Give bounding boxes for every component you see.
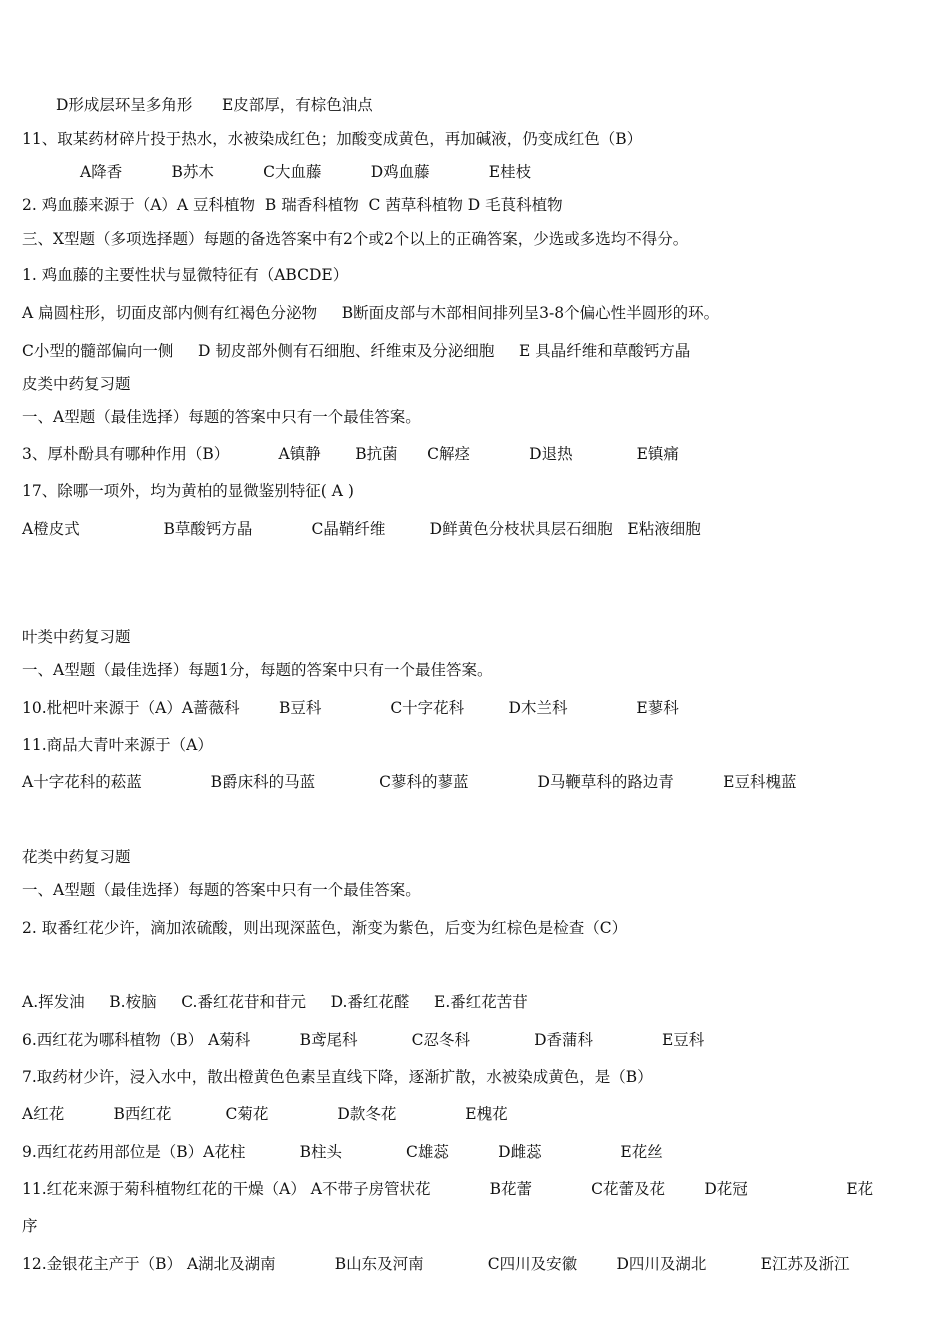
text-line: A 扁圆柱形，切面皮部内侧有红褐色分泌物 B断面皮部与木部相间排列呈3-8个偏心性半圆形的环。: [22, 304, 720, 322]
section-heading: 叶类中药复习题: [22, 628, 131, 646]
text-line: 11.红花来源于菊科植物红花的干燥（A） A不带子房管状花 B花蕾 C花蕾及花 D花冠 E花: [22, 1180, 874, 1198]
text-line: A降香 B苏木 C大血藤 D鸡血藤 E桂枝: [80, 163, 532, 181]
text-line: 一、A型题（最佳选择）每题的答案中只有一个最佳答案。: [22, 881, 421, 899]
text-line: 三、X型题（多项选择题）每题的备选答案中有2个或2个以上的正确答案，少选或多选均不得分。: [22, 230, 689, 248]
text-line: 序: [22, 1217, 38, 1235]
text-line: 7.取药材少许，浸入水中，散出橙黄色色素呈直线下降，逐渐扩散，水被染成黄色，是（B）: [22, 1068, 653, 1086]
text-line: 2. 取番红花少许，滴加浓硫酸，则出现深蓝色，渐变为紫色，后变为红棕色是检查（C）: [22, 919, 628, 937]
text-line: 12.金银花主产于（B） A湖北及湖南 B山东及河南 C四川及安徽 D四川及湖北 E江苏及浙江: [22, 1255, 850, 1273]
text-line: 一、A型题（最佳选择）每题的答案中只有一个最佳答案。: [22, 408, 421, 426]
text-line: 2. 鸡血藤来源于（A）A 豆科植物 B 瑞香科植物 C 茜草科植物 D 毛茛科植物: [22, 196, 563, 214]
text-line: 9.西红花药用部位是（B）A花柱 B柱头 C雄蕊 D雌蕊 E花丝: [22, 1143, 663, 1161]
text-line: A.挥发油 B.桉脑 C.番红花苷和苷元 D.番红花醛 E.番红花苦苷: [22, 993, 528, 1011]
section-heading: 皮类中药复习题: [22, 375, 131, 393]
text-line: 6.西红花为哪科植物（B） A菊科 B鸢尾科 C忍冬科 D香蒲科 E豆科: [22, 1031, 705, 1049]
text-line: C小型的髓部偏向一侧 D 韧皮部外侧有石细胞、纤维束及分泌细胞 E 具晶纤维和草酸钙方晶: [22, 342, 691, 360]
text-line: 10.枇杷叶来源于（A）A蔷薇科 B豆科 C十字花科 D木兰科 E蓼科: [22, 699, 679, 717]
text-line: A十字花科的菘蓝 B爵床科的马蓝 C蓼科的蓼蓝 D马鞭草科的路边青 E豆科槐蓝: [22, 773, 797, 791]
text-line: 一、A型题（最佳选择）每题1分，每题的答案中只有一个最佳答案。: [22, 661, 493, 679]
text-line: 17、除哪一项外，均为黄柏的显微鉴别特征( A ): [22, 482, 354, 500]
text-line: A红花 B西红花 C菊花 D款冬花 E槐花: [22, 1105, 508, 1123]
text-line: 1. 鸡血藤的主要性状与显微特征有（ABCDE）: [22, 266, 349, 284]
text-line: A橙皮式 B草酸钙方晶 C晶鞘纤维 D鲜黄色分枝状具层石细胞 E粘液细胞: [22, 520, 701, 538]
section-heading: 花类中药复习题: [22, 848, 131, 866]
text-line: 11、取某药材碎片投于热水，水被染成红色；加酸变成黄色，再加碱液，仍变成红色（B）: [22, 130, 643, 148]
text-line: D形成层环呈多角形 E皮部厚，有棕色油点: [56, 96, 373, 114]
text-line: 11.商品大青叶来源于（A）: [22, 736, 213, 754]
text-line: 3、厚朴酚具有哪种作用（B） A镇静 B抗菌 C解痉 D退热 E镇痛: [22, 445, 679, 463]
